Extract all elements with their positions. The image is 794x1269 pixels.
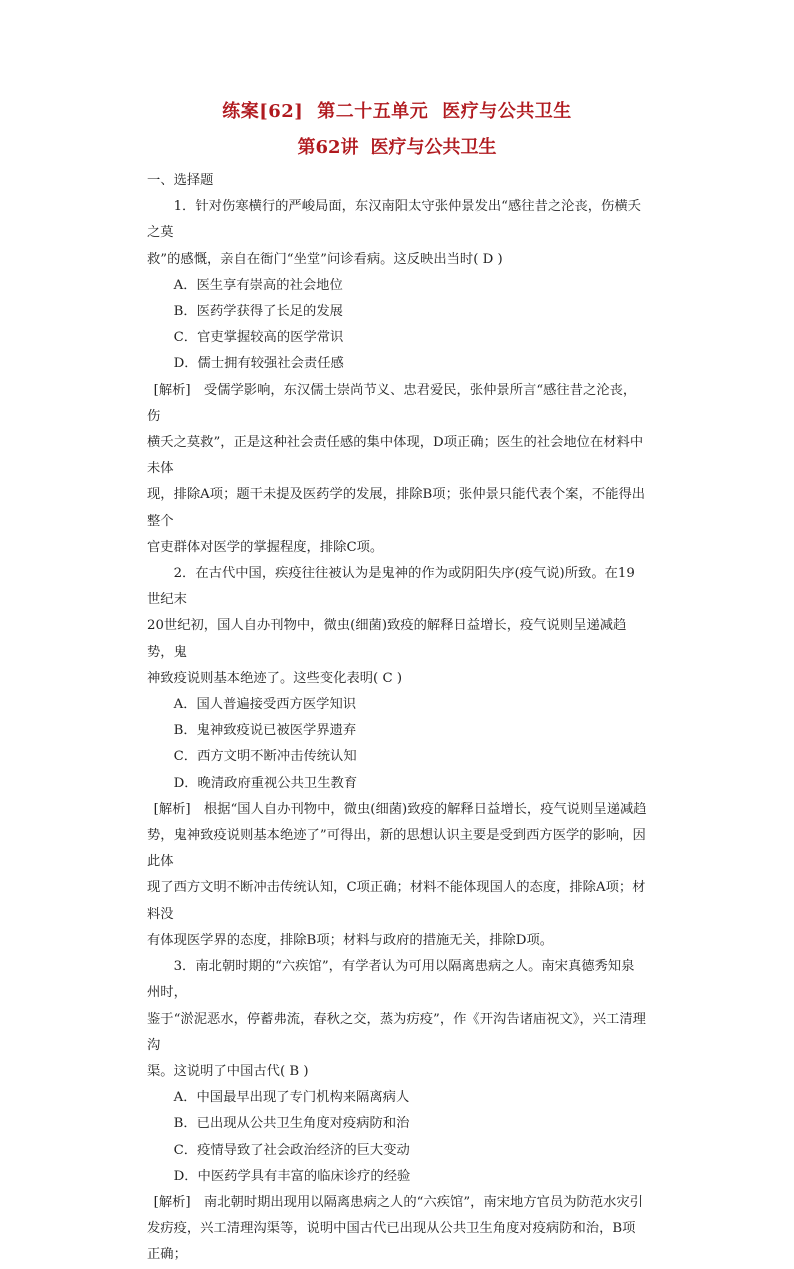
question-2-option-c: C．西方文明不断冲击传统认知 <box>173 749 357 765</box>
question-3-option-c: C．疫情导致了社会政治经济的巨大变动 <box>173 1142 410 1158</box>
question-2-stem: 2．在古代中国，疾疫往往被认为是鬼神的作为或阴阳失序(疫气说)所致。在19世纪末 <box>147 566 635 608</box>
question-3-analysis: [解析] 南北朝时期出现用以隔离患病之人的“六疾馆”，南宋地方官员为防范水灾引 <box>153 1194 644 1210</box>
question-2-analysis-cont: 势，鬼神致疫说则基本绝迹了”可得出，新的思想认识主要是受到西方医学的影响，因此体 <box>147 828 646 870</box>
question-1-option-d: D．儒士拥有较强社会责任感 <box>173 356 344 372</box>
question-1-analysis: [解析] 受儒学影响，东汉儒士崇尚节义、忠君爱民，张仲景所言“感往昔之沦丧，伤 <box>147 382 637 424</box>
question-3-option-d: D．中医药学具有丰富的临床诊疗的经验 <box>173 1168 411 1184</box>
question-2-stem-cont: 20世纪初，国人自办刊物中，微虫(细菌)致疫的解释日益增长，疫气说则呈递减趋势，鬼 <box>147 618 627 660</box>
unit-header <box>0 97 794 123</box>
question-2-analysis-cont: 现了西方文明不断冲击传统认知，C项正确；材料不能体现国人的态度，排除A项；材料没 <box>147 880 646 922</box>
question-1-analysis-cont: 横夭之莫救”，正是这种社会责任感的集中体现，D项正确；医生的社会地位在材料中未体 <box>147 435 644 477</box>
lecture-number: 第62讲 <box>297 137 359 158</box>
question-3-analysis-cont: 发疠疫，兴工清理沟渠等，说明中国古代已出现从公共卫生角度对疫病防和治，B项正确； <box>147 1221 636 1263</box>
document-body <box>147 168 647 1269</box>
question-2-analysis: [解析] 根据“国人自办刊物中，微虫(细菌)致疫的解释日益增长，疫气说则呈递减趋 <box>153 801 647 817</box>
question-1-analysis-cont: 现，排除A项；题干未提及医药学的发展，排除B项；张仲景只能代表个案，不能得出整个 <box>147 487 646 529</box>
question-1-analysis-cont: 官吏群体对医学的掌握程度，排除C项。 <box>147 539 384 555</box>
question-3-stem-cont: 鉴于“淤泥恶水，停蓄弗流，春秋之交，蒸为疠疫”，作《开沟告诸庙祝文》，兴工清理沟 <box>147 1011 646 1053</box>
question-3-option-b: B．已出现从公共卫生角度对疫病防和治 <box>173 1116 410 1132</box>
lecture-header <box>0 133 794 159</box>
question-1-stem-cont: 救”的感慨，亲自在衙门“坐堂”问诊看病。这反映出当时( D ) <box>147 251 503 267</box>
unit-title: 医疗与公共卫生 <box>442 101 572 122</box>
unit-number: 第二十五单元 <box>317 101 429 122</box>
lecture-title: 医疗与公共卫生 <box>370 137 497 158</box>
question-1-option-c: C．官吏掌握较高的医学常识 <box>173 330 344 346</box>
question-2-analysis-cont: 有体现医学界的态度，排除B项；材料与政府的措施无关，排除D项。 <box>147 932 554 948</box>
section-heading: 一、选择题 <box>147 173 214 188</box>
question-1-option-a: A．医生享有崇高的社会地位 <box>173 277 343 293</box>
question-1-option-b: B．医药学获得了长足的发展 <box>173 304 343 320</box>
exercise-code: 练案[62] <box>222 101 304 122</box>
question-3-option-a: A．中国最早出现了专门机构来隔离病人 <box>173 1090 410 1106</box>
question-2-option-a: A．国人普遍接受西方医学知识 <box>173 697 357 713</box>
question-3-stem-cont: 渠。这说明了中国古代( B ) <box>147 1063 309 1079</box>
question-2-option-b: B．鬼神致疫说已被医学界遗弃 <box>173 723 357 739</box>
question-2-stem-cont: 神致疫说则基本绝迹了。这些变化表明( C ) <box>147 670 403 686</box>
question-3-stem: 3．南北朝时期的“六疾馆”，有学者认为可用以隔离患病之人。南宋真德秀知泉州时， <box>147 959 635 1001</box>
question-2-option-d: D．晚清政府重视公共卫生教育 <box>173 775 358 791</box>
question-1-stem: 1．针对伤寒横行的严峻局面，东汉南阳太守张仲景发出“感往昔之沦丧，伤横夭之莫 <box>147 199 641 241</box>
